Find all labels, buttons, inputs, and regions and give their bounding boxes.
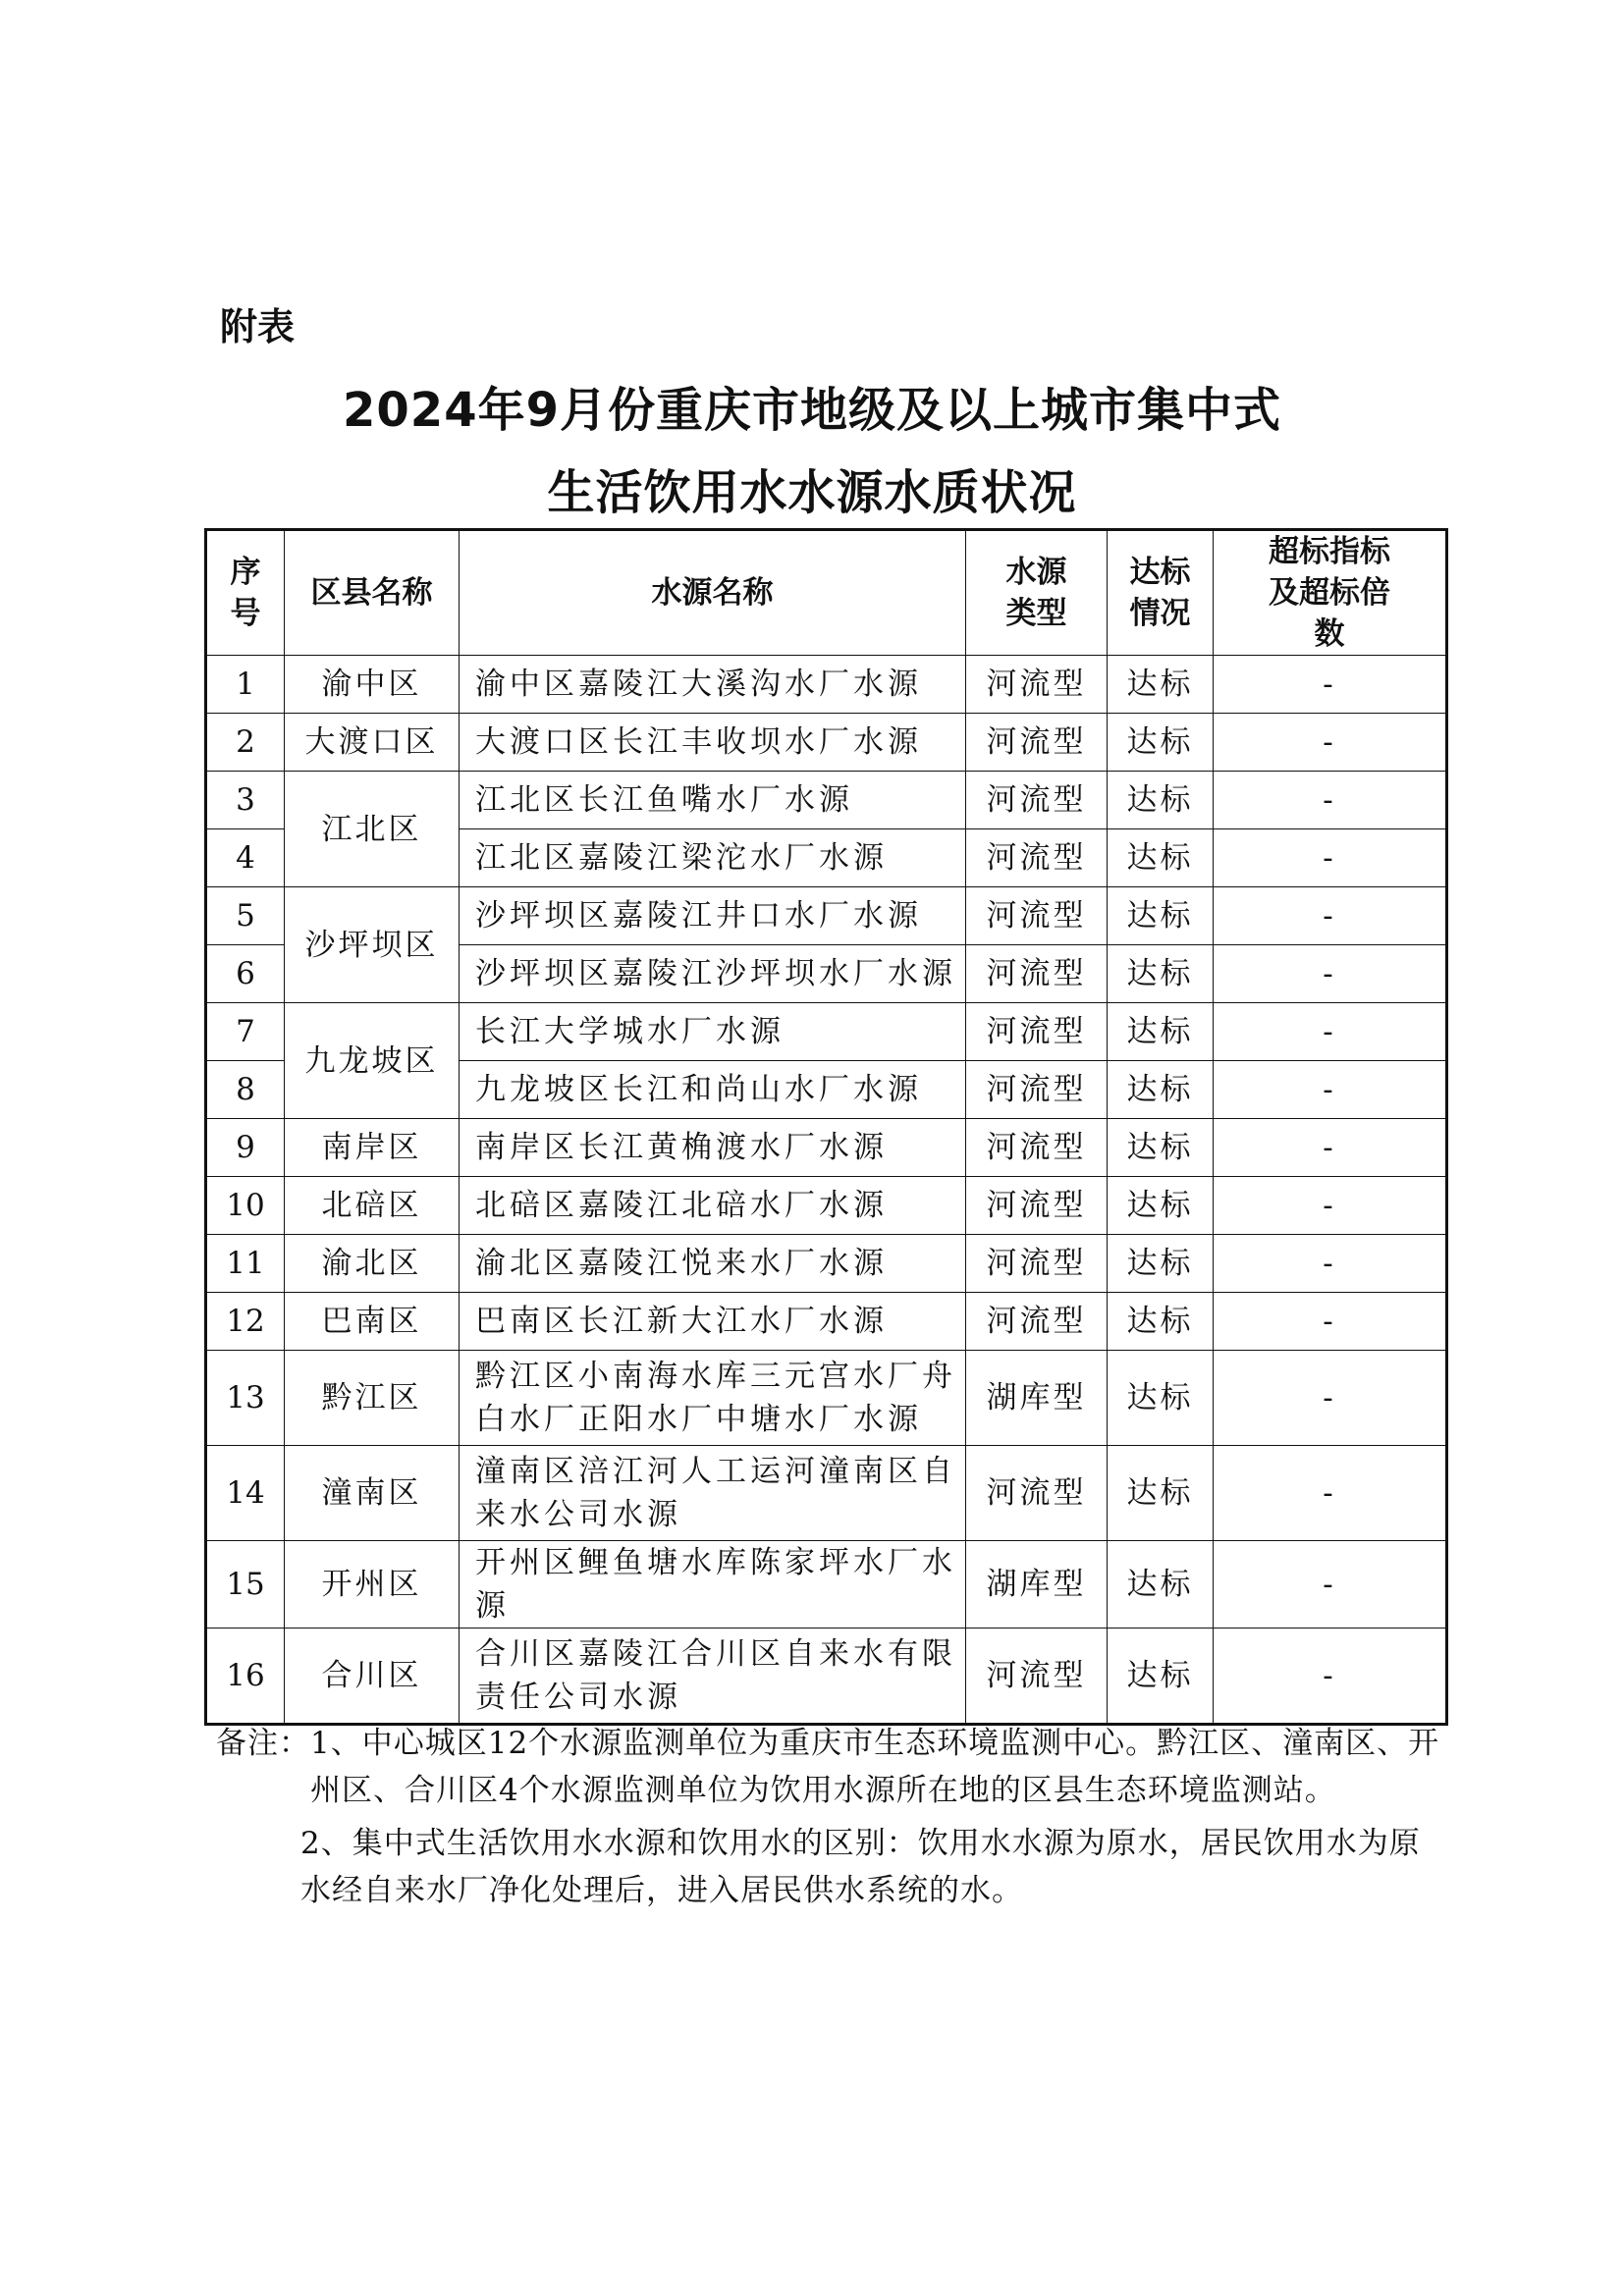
cell-no: 8 bbox=[206, 1061, 285, 1119]
cell-no: 1 bbox=[206, 656, 285, 714]
cell-no: 14 bbox=[206, 1446, 285, 1541]
table-row bbox=[206, 887, 1447, 945]
cell-district: 北碚区 bbox=[285, 1177, 460, 1235]
table-row bbox=[206, 1629, 1447, 1725]
cell-type: 河流型 bbox=[966, 1061, 1108, 1119]
table-row bbox=[206, 1177, 1447, 1235]
cell-no: 5 bbox=[206, 887, 285, 945]
cell-district: 巴南区 bbox=[285, 1293, 460, 1351]
cell-status: 达标 bbox=[1108, 1119, 1214, 1177]
document-title-line2: 生活饮用水水源水质状况 bbox=[547, 465, 1077, 520]
table-row bbox=[206, 1293, 1447, 1351]
cell-type: 河流型 bbox=[966, 656, 1108, 714]
cell-status: 达标 bbox=[1108, 945, 1214, 1003]
cell-source: 黔江区小南海水库三元宫水厂舟白水厂正阳水厂中塘水厂水源 bbox=[460, 1351, 966, 1446]
cell-type: 河流型 bbox=[966, 1003, 1108, 1061]
table-header-row bbox=[206, 530, 1447, 656]
cell-district: 南岸区 bbox=[285, 1119, 460, 1177]
note-text: 2、集中式生活饮用水水源和饮用水的区别：饮用水水源为原水，居民饮用水为原水经自来水厂净化处理后，进入居民供水系统的水。 bbox=[300, 1826, 1421, 1908]
cell-status: 达标 bbox=[1108, 1351, 1214, 1446]
cell-district: 江北区 bbox=[285, 772, 460, 887]
cell-type: 河流型 bbox=[966, 1177, 1108, 1235]
table-row bbox=[206, 1351, 1447, 1446]
note-text: 1、中心城区12个水源监测单位为重庆市生态环境监测中心。黔江区、潼南区、开州区、合川区4个水源监测单位为饮用水源所在地的区县生态环境监测站。 bbox=[310, 1726, 1440, 1808]
cell-source: 潼南区涪江河人工运河潼南区自来水公司水源 bbox=[460, 1446, 966, 1541]
cell-district: 渝北区 bbox=[285, 1235, 460, 1293]
cell-no: 15 bbox=[206, 1541, 285, 1629]
cell-type: 湖库型 bbox=[966, 1541, 1108, 1629]
header-status: 达标情况 bbox=[1108, 530, 1214, 656]
cell-status: 达标 bbox=[1108, 1003, 1214, 1061]
table-row bbox=[206, 1446, 1447, 1541]
cell-district: 沙坪坝区 bbox=[285, 887, 460, 1003]
cell-district: 大渡口区 bbox=[285, 714, 460, 772]
cell-exceed: - bbox=[1214, 887, 1447, 945]
cell-type: 河流型 bbox=[966, 1446, 1108, 1541]
cell-no: 16 bbox=[206, 1629, 285, 1725]
cell-status: 达标 bbox=[1108, 829, 1214, 887]
table-row bbox=[206, 1235, 1447, 1293]
cell-status: 达标 bbox=[1108, 887, 1214, 945]
cell-exceed: - bbox=[1214, 1235, 1447, 1293]
table-row bbox=[206, 1003, 1447, 1061]
cell-exceed: - bbox=[1214, 656, 1447, 714]
cell-source: 江北区长江鱼嘴水厂水源 bbox=[460, 772, 966, 829]
note-item bbox=[216, 1720, 1443, 1814]
cell-exceed: - bbox=[1214, 772, 1447, 829]
cell-no: 6 bbox=[206, 945, 285, 1003]
cell-source: 渝北区嘉陵江悦来水厂水源 bbox=[460, 1235, 966, 1293]
table-row bbox=[206, 1541, 1447, 1629]
cell-district: 合川区 bbox=[285, 1629, 460, 1725]
document-title-line1: 2024年9月份重庆市地级及以上城市集中式 bbox=[343, 383, 1281, 438]
cell-exceed: - bbox=[1214, 1446, 1447, 1541]
cell-status: 达标 bbox=[1108, 656, 1214, 714]
cell-source: 沙坪坝区嘉陵江井口水厂水源 bbox=[460, 887, 966, 945]
cell-type: 河流型 bbox=[966, 1293, 1108, 1351]
cell-district: 潼南区 bbox=[285, 1446, 460, 1541]
cell-source: 开州区鲤鱼塘水库陈家坪水厂水源 bbox=[460, 1541, 966, 1629]
cell-exceed: - bbox=[1214, 1541, 1447, 1629]
cell-exceed: - bbox=[1214, 1119, 1447, 1177]
cell-district: 九龙坡区 bbox=[285, 1003, 460, 1119]
cell-no: 10 bbox=[206, 1177, 285, 1235]
cell-status: 达标 bbox=[1108, 1629, 1214, 1725]
cell-no: 7 bbox=[206, 1003, 285, 1061]
cell-source: 北碚区嘉陵江北碚水厂水源 bbox=[460, 1177, 966, 1235]
appendix-label: 附表 bbox=[220, 305, 296, 348]
water-quality-table bbox=[204, 528, 1448, 1726]
header-district: 区县名称 bbox=[285, 530, 460, 656]
header-type: 水源类型 bbox=[966, 530, 1108, 656]
header-exceed: 超标指标及超标倍数 bbox=[1214, 530, 1447, 656]
cell-source: 南岸区长江黄桷渡水厂水源 bbox=[460, 1119, 966, 1177]
cell-exceed: - bbox=[1214, 714, 1447, 772]
cell-exceed: - bbox=[1214, 829, 1447, 887]
cell-exceed: - bbox=[1214, 1293, 1447, 1351]
cell-district: 渝中区 bbox=[285, 656, 460, 714]
cell-type: 河流型 bbox=[966, 1235, 1108, 1293]
cell-status: 达标 bbox=[1108, 772, 1214, 829]
cell-type: 湖库型 bbox=[966, 1351, 1108, 1446]
cell-status: 达标 bbox=[1108, 1177, 1214, 1235]
cell-exceed: - bbox=[1214, 1629, 1447, 1725]
cell-no: 13 bbox=[206, 1351, 285, 1446]
cell-status: 达标 bbox=[1108, 1541, 1214, 1629]
notes-section bbox=[216, 1720, 1443, 1914]
cell-source: 巴南区长江新大江水厂水源 bbox=[460, 1293, 966, 1351]
cell-no: 3 bbox=[206, 772, 285, 829]
cell-district: 黔江区 bbox=[285, 1351, 460, 1446]
cell-exceed: - bbox=[1214, 1177, 1447, 1235]
cell-no: 9 bbox=[206, 1119, 285, 1177]
cell-exceed: - bbox=[1214, 1351, 1447, 1446]
cell-exceed: - bbox=[1214, 1003, 1447, 1061]
notes-label: 备注： bbox=[216, 1726, 310, 1761]
cell-status: 达标 bbox=[1108, 1293, 1214, 1351]
cell-no: 11 bbox=[206, 1235, 285, 1293]
cell-source: 江北区嘉陵江梁沱水厂水源 bbox=[460, 829, 966, 887]
cell-type: 河流型 bbox=[966, 887, 1108, 945]
cell-type: 河流型 bbox=[966, 829, 1108, 887]
cell-status: 达标 bbox=[1108, 1061, 1214, 1119]
table-row bbox=[206, 772, 1447, 829]
header-source: 水源名称 bbox=[460, 530, 966, 656]
cell-type: 河流型 bbox=[966, 945, 1108, 1003]
cell-source: 大渡口区长江丰收坝水厂水源 bbox=[460, 714, 966, 772]
cell-type: 河流型 bbox=[966, 1119, 1108, 1177]
cell-status: 达标 bbox=[1108, 714, 1214, 772]
cell-source: 渝中区嘉陵江大溪沟水厂水源 bbox=[460, 656, 966, 714]
cell-exceed: - bbox=[1214, 945, 1447, 1003]
cell-source: 九龙坡区长江和尚山水厂水源 bbox=[460, 1061, 966, 1119]
cell-exceed: - bbox=[1214, 1061, 1447, 1119]
table-row bbox=[206, 656, 1447, 714]
cell-source: 沙坪坝区嘉陵江沙坪坝水厂水源 bbox=[460, 945, 966, 1003]
cell-status: 达标 bbox=[1108, 1446, 1214, 1541]
cell-no: 12 bbox=[206, 1293, 285, 1351]
cell-district: 开州区 bbox=[285, 1541, 460, 1629]
cell-type: 河流型 bbox=[966, 772, 1108, 829]
cell-source: 长江大学城水厂水源 bbox=[460, 1003, 966, 1061]
cell-no: 4 bbox=[206, 829, 285, 887]
cell-no: 2 bbox=[206, 714, 285, 772]
cell-status: 达标 bbox=[1108, 1235, 1214, 1293]
header-no: 序号 bbox=[206, 530, 285, 656]
cell-source: 合川区嘉陵江合川区自来水有限责任公司水源 bbox=[460, 1629, 966, 1725]
table-row bbox=[206, 714, 1447, 772]
table-row bbox=[206, 1119, 1447, 1177]
cell-type: 河流型 bbox=[966, 1629, 1108, 1725]
cell-type: 河流型 bbox=[966, 714, 1108, 772]
